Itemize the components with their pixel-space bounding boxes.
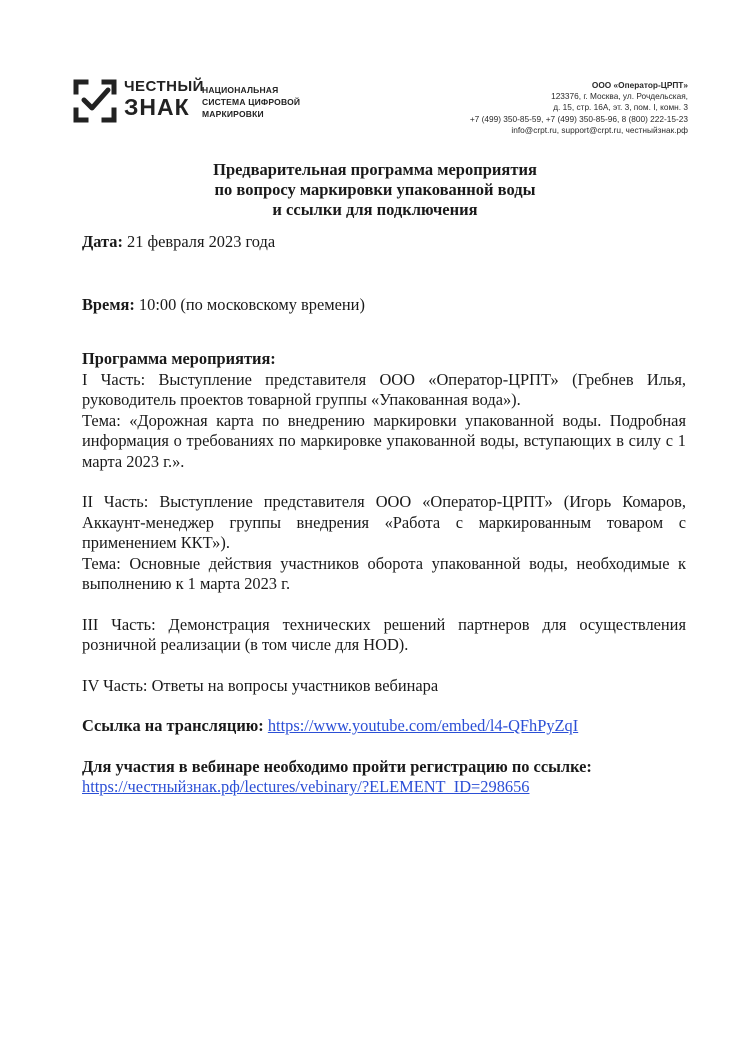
part-3: III Часть: Демонстрация технических решений партнеров для осуществления розничной реализации (в том числе для HOD).: [82, 614, 686, 654]
logo-tagline: [202, 84, 300, 120]
logo-word-2: ЗНАК: [124, 94, 190, 120]
org-name: ООО «Оператор-ЦРПТ»: [591, 80, 688, 90]
registration-link[interactable]: https://честныйзнак.рф/lectures/vebinary/?ELEMENT_ID=298656: [82, 777, 530, 796]
document-body: [82, 232, 686, 798]
org-phones: +7 (499) 350-85-59, +7 (499) 350-85-96, 8 (800) 222-15-23: [469, 113, 688, 124]
program-heading: Программа мероприятия:: [82, 349, 276, 368]
event-date: [82, 232, 686, 253]
time-label: Время:: [82, 294, 135, 314]
logo-word-1: ЧЕСТНЫЙ: [124, 78, 204, 95]
organization-details: [470, 80, 688, 136]
date-label: Дата:: [82, 232, 123, 251]
time-value: 10:00 (по московскому времени): [134, 294, 365, 314]
org-address-line-2: д. 15, стр. 16А, эт. 3, пом. I, комн. 3: [553, 102, 688, 113]
registration-label: Для участия в вебинаре необходимо пройти регистрацию по ссылке:: [82, 756, 592, 776]
title-line-1: Предварительная программа мероприятия: [213, 160, 537, 179]
stream-link[interactable]: https://www.youtube.com/embed/l4-QFhPyZqI: [267, 716, 579, 735]
title-line-3: и ссылки для подключения: [272, 200, 478, 219]
part-4: IV Часть: Ответы на вопросы участников вебинара: [82, 675, 439, 695]
stream-link-row: [82, 716, 686, 737]
org-emails: info@crpt.ru, support@crpt.ru, честныйзнак.рф: [511, 124, 688, 135]
logo-tagline-line: МАРКИРОВКИ: [202, 109, 264, 119]
logo: [72, 76, 312, 126]
part-2-topic: Тема: Основные действия участников оборота упакованной воды, необходимые к выполнению к 1 марта 2023 г.: [82, 553, 686, 593]
logo-tagline-line: НАЦИОНАЛЬНАЯ: [202, 85, 279, 95]
part-1-topic: Тема: «Дорожная карта по внедрению маркировки упакованной воды. Подробная информация о требованиях по маркировке упакованной воды, вступающих в силу с 1 марта 2023 г.».: [82, 410, 686, 471]
document-title: [0, 160, 750, 220]
event-time: [82, 295, 686, 316]
part-1-speaker: I Часть: Выступление представителя ООО «Оператор-ЦРПТ» (Гребнев Илья, руководитель проектов товарной группы «Упакованная вода»).: [82, 369, 686, 409]
org-address-line-1: 123376, г. Москва, ул. Рочдельская,: [551, 91, 688, 102]
part-2-speaker: II Часть: Выступление представителя ООО «Оператор-ЦРПТ» (Игорь Комаров, Аккаунт-менеджер группы внедрения «Работа с маркированным товаром с применением ККТ»).: [82, 492, 686, 552]
logo-tagline-line: СИСТЕМА ЦИФРОВОЙ: [202, 97, 301, 107]
stream-label: Ссылка на трансляцию:: [82, 716, 264, 735]
date-value: 21 февраля 2023 года: [122, 232, 276, 251]
checkmark-logo-icon: [72, 78, 118, 124]
title-line-2: по вопросу маркировки упакованной воды: [214, 180, 536, 199]
